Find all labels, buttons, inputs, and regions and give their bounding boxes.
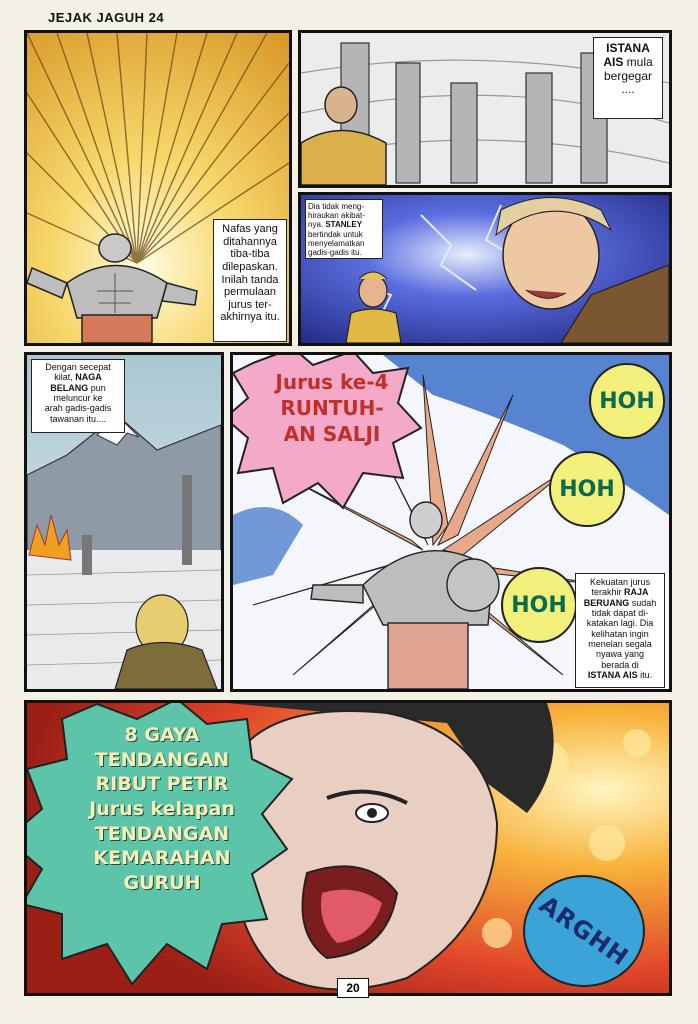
panel-stanley [298, 192, 672, 346]
caption-line: nya. STANLEY [308, 220, 363, 230]
caption-line: berada di [601, 659, 639, 670]
sfx-hoh-3: HOH [501, 567, 577, 643]
caption-line: menelan segala [588, 639, 652, 650]
burst-line: Jurus ke-4 [275, 370, 389, 394]
caption-line: tiba-tiba [230, 248, 270, 261]
panel-ice-palace [298, 30, 672, 188]
caption-line: Nafas yang [222, 223, 278, 235]
caption-line: Inilah tanda [221, 273, 279, 286]
burst-text-runtuhan-salji [247, 369, 417, 447]
burst-line: RIBUT PETIR [95, 773, 229, 796]
caption-line: .... [621, 82, 635, 97]
caption-line: dilepaskan. [222, 260, 278, 273]
burst-line: AN SALJI [283, 422, 381, 446]
sfx-hoh-2: HOH [549, 451, 625, 527]
panel-naga-belang [24, 352, 224, 692]
caption-line: bertindak untuk [308, 229, 363, 239]
caption-line: katakan lagi. Dia [586, 618, 654, 629]
caption-line: akhirnya itu. [220, 311, 280, 324]
sfx-arghh-text: ARGHH [534, 890, 634, 972]
caption-line: AIS mula [603, 54, 653, 69]
panel-1-caption [213, 219, 287, 342]
page-header: JEJAK JAGUH 24 [48, 10, 165, 25]
burst-line: KEMARAHAN [93, 847, 231, 870]
caption-line: meluncur ke [53, 393, 103, 404]
panel-3-caption [305, 199, 383, 259]
caption-line: gadis-gadis itu. [308, 247, 362, 257]
burst-line: 8 GAYA [124, 724, 200, 746]
caption-line: Dengan secepat [45, 362, 111, 372]
caption-line: ISTANA AIS itu. [587, 670, 653, 681]
caption-line: tawanan itu.... [49, 413, 107, 424]
burst-text-ribut-petir [47, 723, 277, 896]
panel-power-burst [24, 30, 292, 346]
caption-line: hiraukan akibat- [308, 211, 365, 221]
caption-line: tidak dapat di- [591, 608, 649, 619]
caption-line: nyawa yang [595, 649, 645, 660]
burst-line: Jurus kelapan [89, 798, 235, 821]
caption-line: ditahannya [223, 235, 277, 248]
caption-line: jurus ter- [228, 298, 272, 311]
caption-line: menyelamatkan [308, 238, 365, 248]
burst-line: GURUH [123, 872, 201, 895]
sfx-hoh-1: HOH [589, 363, 665, 439]
panel-5-caption [575, 573, 665, 688]
page-number: 20 [337, 978, 369, 998]
caption-line: permulaan [224, 286, 276, 299]
caption-line: Dia tidak meng- [308, 202, 365, 211]
caption-line: kelihatan ingin [591, 628, 649, 639]
caption-line: bergegar [603, 68, 653, 83]
caption-line: ISTANA [606, 41, 650, 55]
panel-tendangan-ribut-petir [24, 700, 672, 996]
caption-line: arah gadis-gadis [44, 403, 112, 414]
burst-line: RUNTUH- [280, 396, 384, 420]
caption-line: terakhir RAJA [591, 587, 649, 598]
panel-2-caption [593, 37, 663, 119]
burst-line: TENDANGAN [94, 748, 230, 771]
caption-line: BELANG pun [50, 382, 106, 393]
sfx-arghh [523, 875, 645, 987]
caption-line: Kekuatan jurus [589, 577, 651, 587]
burst-line: TENDANGAN [94, 822, 230, 845]
caption-line: kilat, NAGA [54, 372, 102, 383]
panel-runtuhan-salji [230, 352, 672, 692]
caption-line: BERUANG sudah [583, 597, 657, 608]
panel-4-caption [31, 359, 125, 433]
